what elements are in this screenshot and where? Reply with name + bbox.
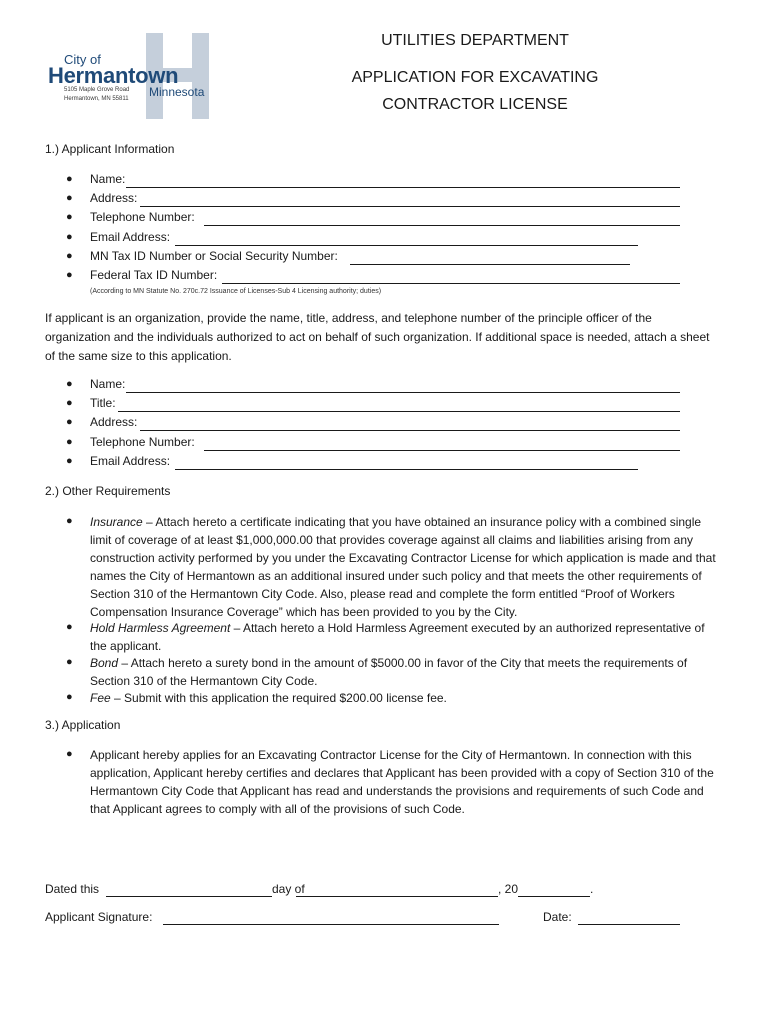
federal-tax-id-label: Federal Tax ID Number: [90, 268, 218, 282]
org-email-field[interactable] [175, 469, 638, 470]
federal-tax-id-field[interactable] [222, 283, 680, 284]
name-field[interactable] [126, 187, 680, 188]
date-field[interactable] [578, 924, 680, 925]
day-field[interactable] [106, 896, 272, 897]
bullet-icon: ● [66, 397, 73, 409]
logo-address: 5105 Maple Grove Road Hermantown, MN 55811 [64, 87, 130, 102]
org-address-label: Address: [90, 415, 138, 429]
org-telephone-field[interactable] [204, 450, 680, 451]
bullet-icon: ● [66, 691, 73, 703]
name-label: Name: [90, 172, 126, 186]
telephone-field[interactable] [204, 225, 680, 226]
statute-note: (According to MN Statute No. 270c.72 Issuance of Licenses-Sub 4 Licensing authority; duties) [90, 288, 382, 295]
hold-harmless-requirement: Hold Harmless Agreement – Attach hereto a Hold Harmless Agreement executed by an authorized representative of the applicant. [90, 621, 705, 653]
bullet-icon: ● [66, 436, 73, 448]
email-field[interactable] [175, 245, 638, 246]
bullet-icon: ● [66, 515, 73, 527]
address-label: Address: [90, 191, 138, 205]
bullet-icon: ● [66, 211, 73, 223]
form-title-line1: APPLICATION FOR EXCAVATING [351, 69, 599, 86]
logo-name: Hermantown [48, 63, 179, 88]
org-email-label: Email Address: [90, 454, 171, 468]
logo-state: Minnesota [149, 85, 205, 99]
department-title: UTILITIES DEPARTMENT [381, 32, 569, 49]
day-of-label: day of [272, 882, 305, 896]
bullet-icon: ● [66, 621, 73, 633]
period-label: . [590, 882, 594, 896]
signature-field[interactable] [163, 924, 499, 925]
bond-requirement: Bond – Attach hereto a surety bond in the amount of $5000.00 in favor of the City that meets the requirements of Section 310 of the Hermantown City Code. [90, 656, 688, 688]
org-telephone-label: Telephone Number: [90, 435, 195, 449]
bullet-icon: ● [66, 173, 73, 185]
org-title-field[interactable] [118, 411, 680, 412]
organization-paragraph: If applicant is an organization, provide the name, title, address, and telephone number of the principle officer of the organization and the individuals authorized to act on behalf of such organization. If additional space is needed, attach a sheet of the same size to this application. [45, 311, 710, 363]
bullet-icon: ● [66, 416, 73, 428]
address-field[interactable] [140, 206, 680, 207]
month-field[interactable] [296, 896, 498, 897]
mn-tax-id-field[interactable] [350, 264, 630, 265]
dated-this-label: Dated this [45, 882, 100, 896]
year-field[interactable] [518, 896, 590, 897]
bullet-icon: ● [66, 192, 73, 204]
section2-heading: 2.) Other Requirements [45, 484, 171, 498]
section1-heading: 1.) Applicant Information [45, 142, 175, 156]
telephone-label: Telephone Number: [90, 210, 195, 224]
bullet-icon: ● [66, 378, 73, 390]
applicant-signature-label: Applicant Signature: [45, 910, 153, 924]
fee-requirement: Fee – Submit with this application the required $200.00 license fee. [90, 691, 447, 705]
date-label: Date: [543, 910, 572, 924]
city-logo [44, 30, 216, 122]
year-prefix-label: , 20 [498, 882, 519, 896]
bullet-icon: ● [66, 455, 73, 467]
bullet-icon: ● [66, 250, 73, 262]
bullet-icon: ● [66, 231, 73, 243]
bullet-icon: ● [66, 656, 73, 668]
logo-city-of: City of [64, 52, 101, 67]
bullet-icon: ● [66, 748, 73, 760]
org-title-label: Title: [90, 396, 116, 410]
org-name-field[interactable] [126, 392, 680, 393]
insurance-requirement: Insurance – Attach hereto a certificate indicating that you have obtained an insurance policy with a combined single limit of coverage of at least $1,000,000.00 that provides coverage against all claims and liabilities arising from any construction activity performed by you under the Excavating Contractor License for which application is made and that names the City of Hermantown as an additional insured under such policy and that meets the other requirements of Section 310 of the Hermantown City Code. Also, please read and complete the form entitled “Proof of Workers Compensation Insurance Coverage” which has been provided to you by the City. [90, 515, 716, 619]
bullet-icon: ● [66, 269, 73, 281]
org-address-field[interactable] [140, 430, 680, 431]
section3-heading: 3.) Application [45, 718, 121, 732]
email-label: Email Address: [90, 230, 171, 244]
application-statement: Applicant hereby applies for an Excavating Contractor License for the City of Hermantown. In connection with this application, Applicant hereby certifies and declares that Applicant has been provided with a copy of Section 310 of the Hermantown City Code that Applicant has read and understands the provisions and requirements of such Code and that Applicant agrees to comply with all of the provisions of such Code. [90, 748, 714, 816]
org-name-label: Name: [90, 377, 126, 391]
form-title-line2: CONTRACTOR LICENSE [382, 96, 568, 113]
mn-tax-id-label: MN Tax ID Number or Social Security Number: [90, 249, 338, 263]
